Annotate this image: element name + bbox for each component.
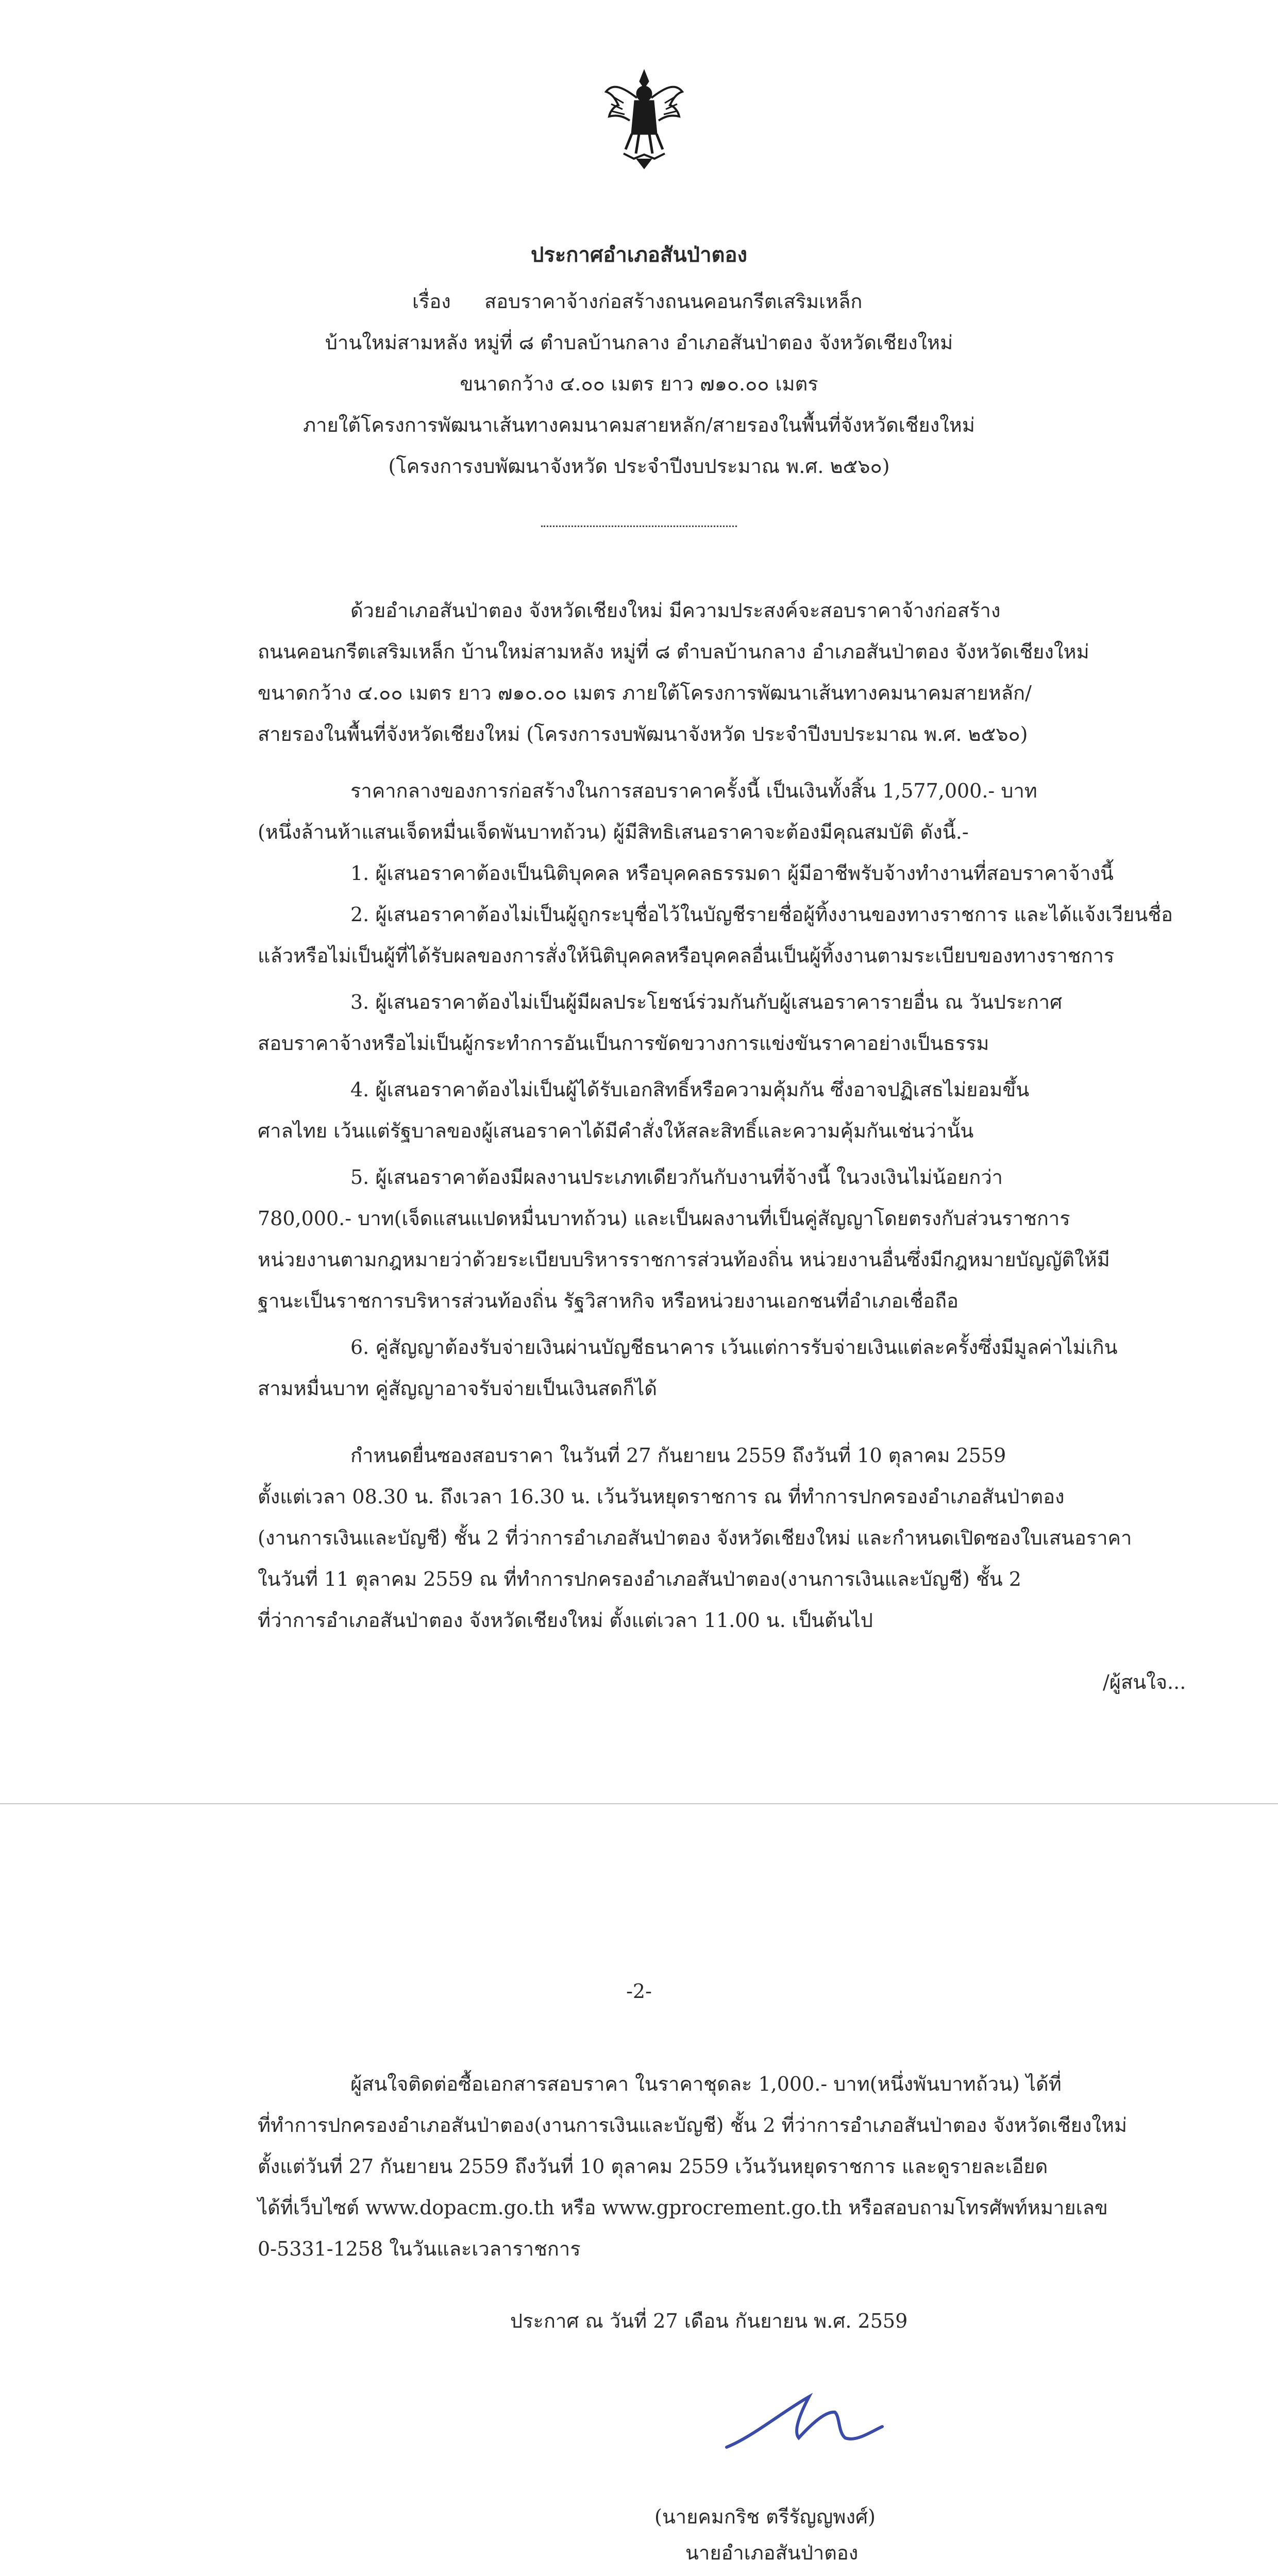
subject-line-4: ภายใต้โครงการพัฒนาเส้นทางคมนาคมสายหลัก/สายรองในพื้นที่จังหวัดเชียงใหม่ (303, 414, 975, 436)
condition-5-line-3: หน่วยงานตามกฎหมายว่าด้วยระเบียบบริหารราชการส่วนท้องถิ่น หน่วยงานอื่นซึ่งมีกฎหมายบัญญัติให้มี (258, 1248, 1110, 1271)
page-number: -2- (626, 1980, 652, 2003)
info-line-3: ตั้งแต่วันที่ 27 กันยายน 2559 ถึงวันที่ 10 ตุลาคม 2559 เว้นวันหยุดราชการ และดูรายละเอียด (258, 2155, 1048, 2178)
condition-4-line-2: ศาลไทย เว้นแต่รัฐบาลของผู้เสนอราคาได้มีคำสั่งให้สละสิทธิ์และความคุ้มกันเช่นว่านั้น (258, 1120, 974, 1142)
schedule-line-2: ตั้งแต่เวลา 08.30 น. ถึงเวลา 16.30 น. เว้นวันหยุดราชการ ณ ที่ทำการปกครองอำเภอสันป่าตอง (258, 1485, 1065, 1508)
condition-6-line-2: สามหมื่นบาท คู่สัญญาอาจรับจ่ายเป็นเงินสดก็ได้ (258, 1377, 658, 1400)
intro-line-4: สายรองในพื้นที่จังหวัดเชียงใหม่ (โครงการงบพัฒนาจังหวัด ประจำปีงบประมาณ พ.ศ. ๒๕๖๐) (258, 723, 1028, 745)
announcement-title: ประกาศอำเภอสันป่าตอง (530, 243, 748, 267)
condition-5-line-4: ฐานะเป็นราชการบริหารส่วนท้องถิ่น รัฐวิสาหกิจ หรือหน่วยงานเอกชนที่อำเภอเชื่อถือ (258, 1290, 959, 1312)
condition-1-line-1: 1. ผู้เสนอราคาต้องเป็นนิติบุคคล หรือบุคคลธรรมดา ผู้มีอาชีพรับจ้างทำงานที่สอบราคาจ้างนี้ (350, 862, 1114, 885)
info-line-1: ผู้สนใจติดต่อซื้อเอกสารสอบราคา ในราคาชุดละ 1,000.- บาท(หนึ่งพันบาทถ้วน) ได้ที่ (350, 2073, 1062, 2095)
info-line-2: ที่ทำการปกครองอำเภอสันป่าตอง(งานการเงินและบัญชี) ชั้น 2 ที่ว่าการอำเภอสันป่าตอง จังหวัดเชียงใหม่ (258, 2114, 1128, 2137)
intro-line-2: ถนนคอนกรีตเสริมเหล็ก บ้านใหม่สามหลัง หมู่ที่ ๘ ตำบลบ้านกลาง อำเภอสันป่าตอง จังหวัดเชียงใหม่ (258, 640, 1089, 663)
subject-line-5: (โครงการงบพัฒนาจังหวัด ประจำปีงบประมาณ พ.ศ. ๒๕๖๐) (388, 455, 890, 478)
condition-5-line-1: 5. ผู้เสนอราคาต้องมีผลงานประเภทเดียวกันกับงานที่จ้างนี้ ในวงเงินไม่น้อยกว่า (350, 1166, 1003, 1189)
condition-6-line-1: 6. คู่สัญญาต้องรับจ่ายเงินผ่านบัญชีธนาคาร เว้นแต่การรับจ่ายเงินแต่ละครั้งซึ่งมีมูลค่าไม่เกิน (350, 1336, 1118, 1359)
condition-3-line-1: 3. ผู้เสนอราคาต้องไม่เป็นผู้มีผลประโยชน์ร่วมกันกับผู้เสนอราคารายอื่น ณ วันประกาศ (350, 991, 1063, 1013)
schedule-line-4: ในวันที่ 11 ตุลาคม 2559 ณ ที่ทำการปกครองอำเภอสันป่าตอง(งานการเงินและบัญชี) ชั้น 2 (258, 1568, 1021, 1590)
condition-3-line-2: สอบราคาจ้างหรือไม่เป็นผู้กระทำการอันเป็นการขัดขวางการแข่งขันราคาอย่างเป็นธรรม (258, 1032, 989, 1055)
schedule-line-5: ที่ว่าการอำเภอสันป่าตอง จังหวัดเชียงใหม่ ตั้งแต่เวลา 11.00 น. เป็นต้นไป (258, 1609, 873, 1632)
handwritten-signature-icon (721, 2391, 886, 2458)
subject-line-2: บ้านใหม่สามหลัง หมู่ที่ ๘ ตำบลบ้านกลาง อำเภอสันป่าตอง จังหวัดเชียงใหม่ (325, 331, 953, 354)
info-line-5: 0-5331-1258 ในวันและเวลาราชการ (258, 2238, 581, 2260)
continued-note: /ผู้สนใจ... (1103, 1671, 1186, 1693)
condition-4-line-1: 4. ผู้เสนอราคาต้องไม่เป็นผู้ได้รับเอกสิทธิ์หรือความคุ้มกัน ซึ่งอาจปฏิเสธไม่ยอมขึ้น (350, 1078, 1030, 1101)
info-line-4: ได้ที่เว็บไซต์ www.dopacm.go.th หรือ www.gprocrement.go.th หรือสอบถามโทรศัพท์หมายเลข (258, 2196, 1108, 2219)
subject-line-1: สอบราคาจ้างก่อสร้างถนนคอนกรีตเสริมเหล็ก (484, 290, 863, 313)
price-line-2: (หนึ่งล้านห้าแสนเจ็ดหมื่นเจ็ดพันบาทถ้วน) ผู้มีสิทธิเสนอราคาจะต้องมีคุณสมบัติ ดังนี้.- (258, 821, 969, 843)
condition-2-line-2: แล้วหรือไม่เป็นผู้ที่ได้รับผลของการสั่งให้นิติบุคคลหรือบุคคลอื่นเป็นผู้ทิ้งงานตามระเบียบของทางราชการ (258, 944, 1115, 967)
signer-name: (นายคมกริช ตรีรัญญพงศ์) (654, 2505, 876, 2528)
garuda-emblem-icon (603, 67, 685, 170)
schedule-line-1: กำหนดยื่นซองสอบราคา ในวันที่ 27 กันยายน 2559 ถึงวันที่ 10 ตุลาคม 2559 (350, 1444, 1006, 1467)
signer-title: นายอำเภอสันป่าตอง (685, 2541, 859, 2564)
schedule-line-3: (งานการเงินและบัญชี) ชั้น 2 ที่ว่าการอำเภอสันป่าตอง จังหวัดเชียงใหม่ และกำหนดเปิดซองใบเสนอราคา (258, 1527, 1132, 1549)
page-two (0, 1803, 1278, 2576)
subject-line-3: ขนาดกว้าง ๔.๐๐ เมตร ยาว ๗๑๐.๐๐ เมตร (460, 372, 818, 395)
price-line-1: ราคากลางของการก่อสร้างในการสอบราคาครั้งนี้ เป็นเงินทั้งสิ้น 1,577,000.- บาท (350, 779, 1037, 802)
announce-date: ประกาศ ณ วันที่ 27 เดือน กันยายน พ.ศ. 2559 (510, 2310, 908, 2332)
title-divider (541, 526, 737, 527)
condition-5-line-2: 780,000.- บาท(เจ็ดแสนแปดหมื่นบาทถ้วน) และเป็นผลงานที่เป็นคู่สัญญาโดยตรงกับส่วนราชการ (258, 1207, 1070, 1230)
condition-2-line-1: 2. ผู้เสนอราคาต้องไม่เป็นผู้ถูกระบุชื่อไว้ในบัญชีรายชื่อผู้ทิ้งงานของทางราชการ และได้แจ้งเวียนชื่อ (350, 903, 1173, 926)
subject-label: เรื่อง (412, 290, 451, 313)
intro-line-1: ด้วยอำเภอสันป่าตอง จังหวัดเชียงใหม่ มีความประสงค์จะสอบราคาจ้างก่อสร้าง (350, 599, 1001, 622)
intro-line-3: ขนาดกว้าง ๔.๐๐ เมตร ยาว ๗๑๐.๐๐ เมตร ภายใต้โครงการพัฒนาเส้นทางคมนาคมสายหลัก/ (258, 682, 1032, 704)
